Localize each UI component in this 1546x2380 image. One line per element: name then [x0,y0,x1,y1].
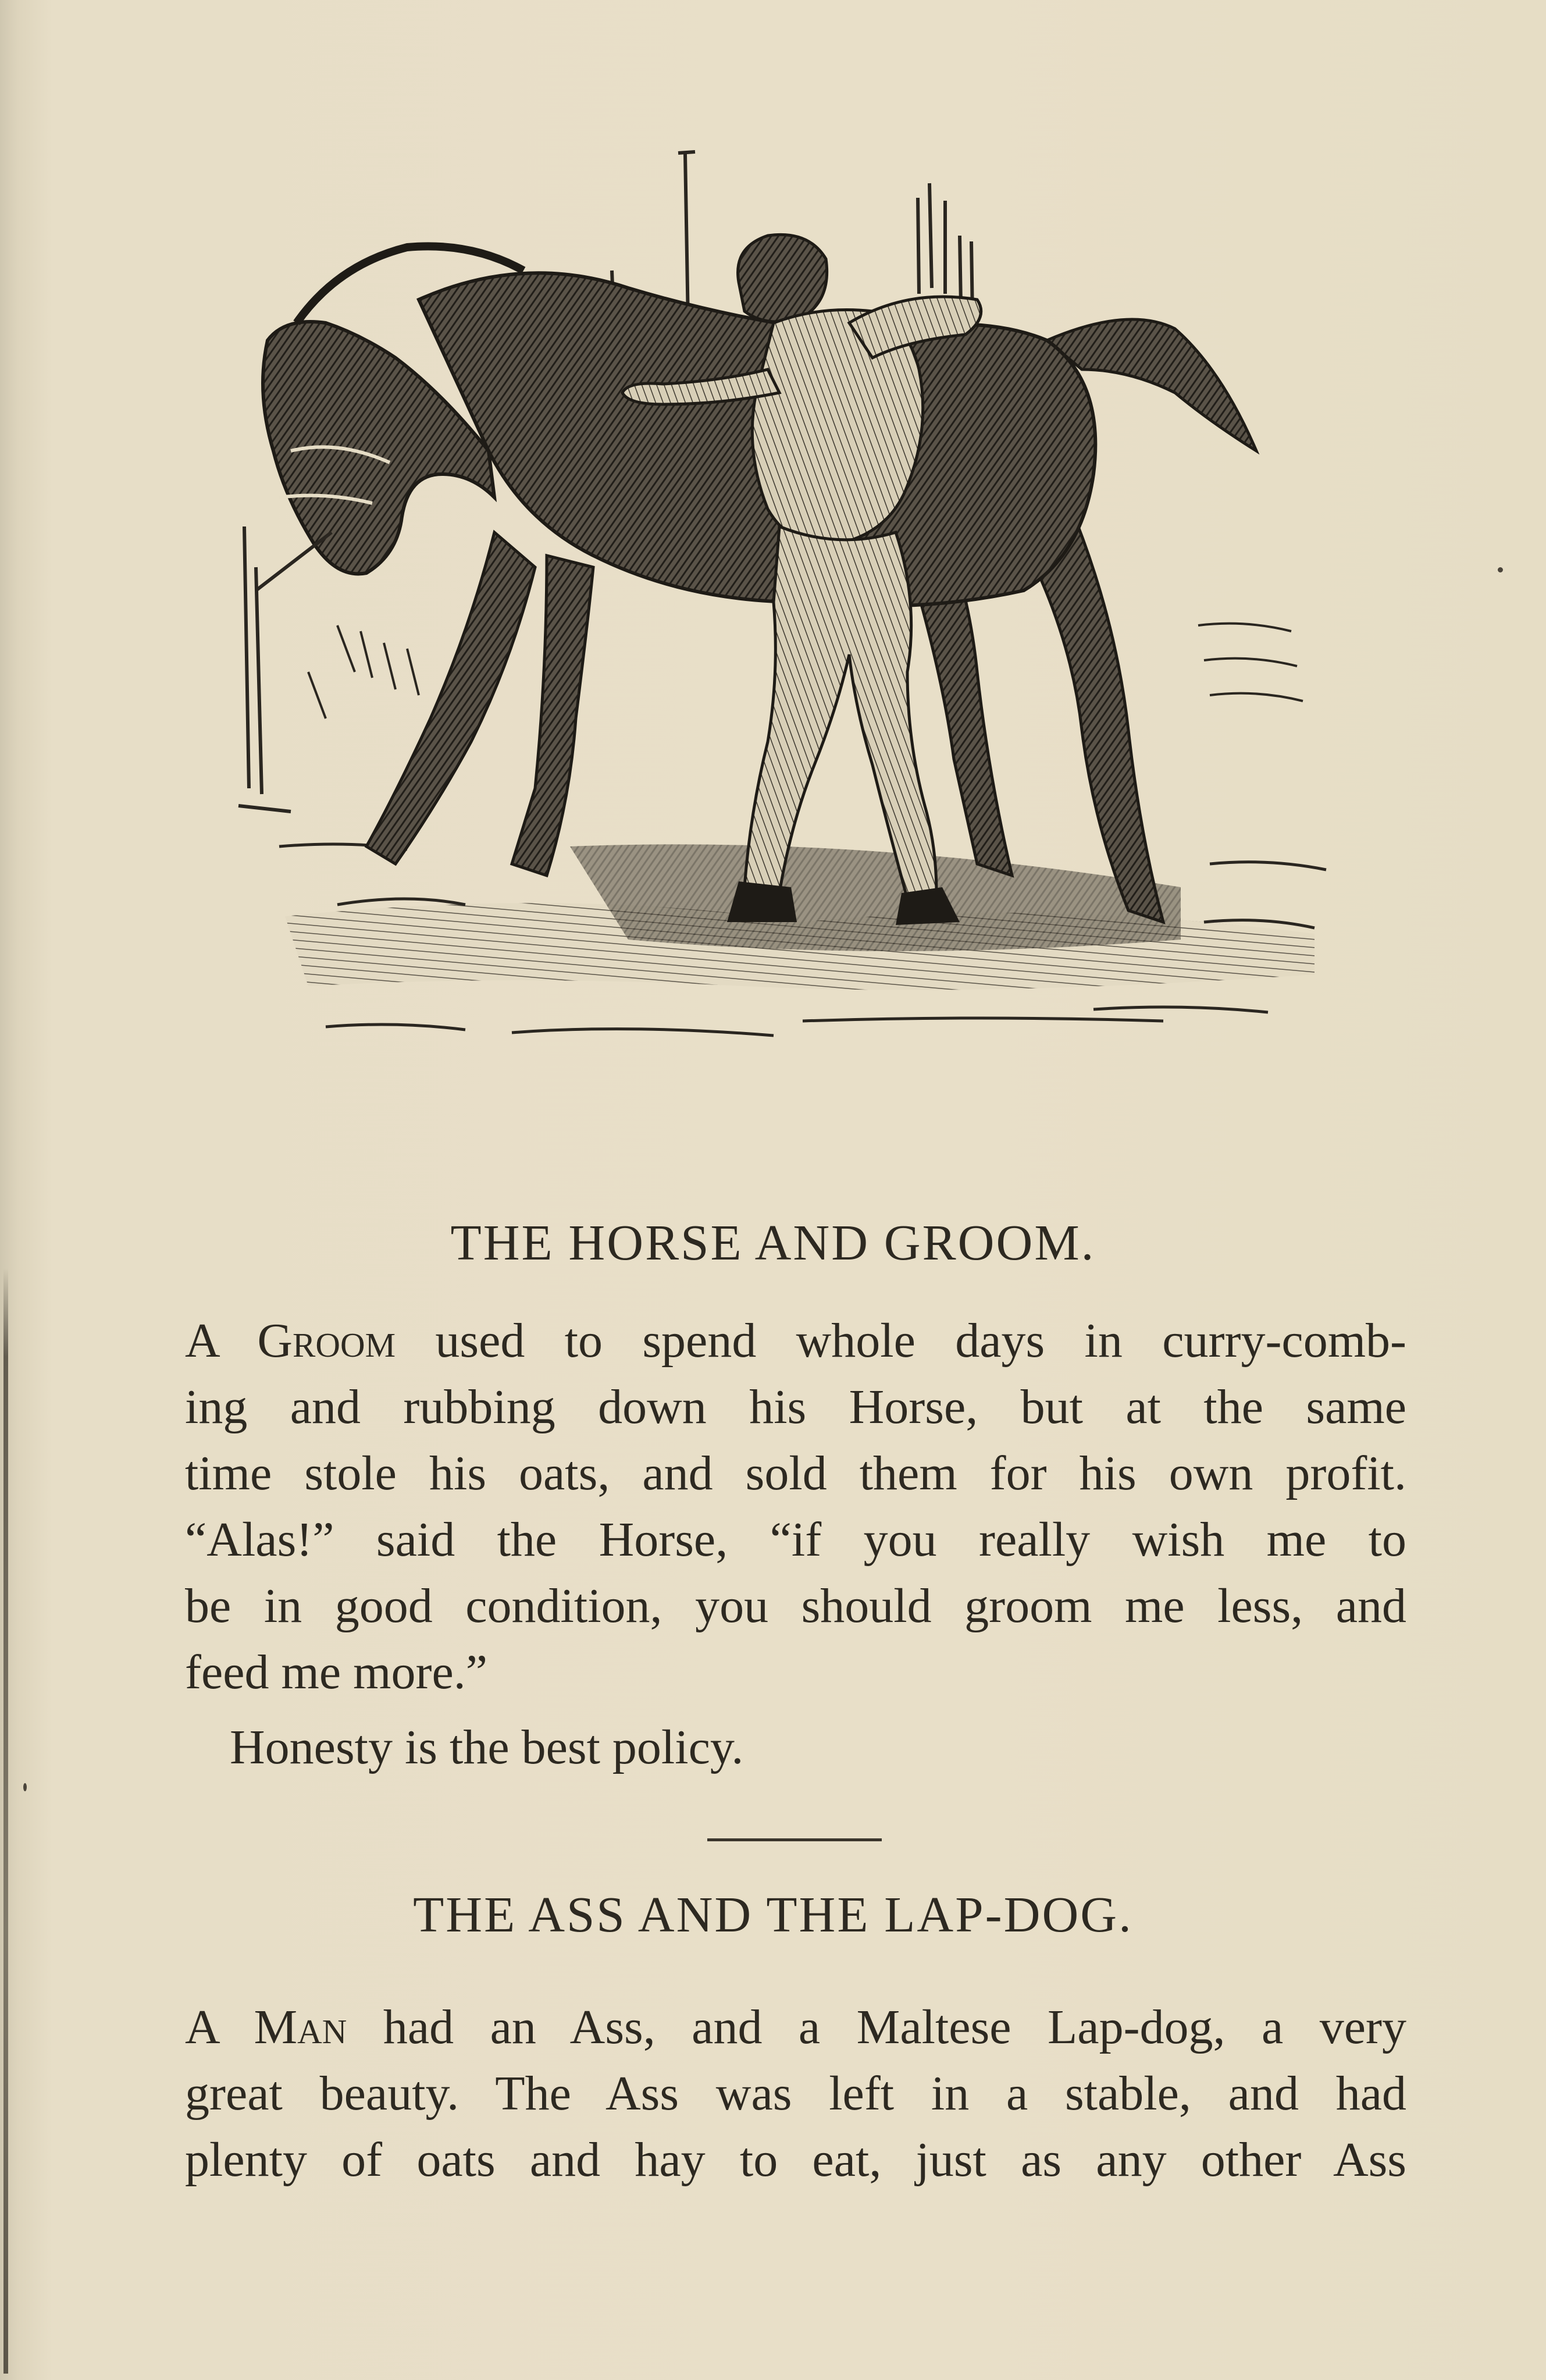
fable-title-horse-and-groom: THE HORSE AND GROOM. [450,1214,1096,1271]
paper-speck [1498,567,1503,572]
text-line: ing and rubbing down his Horse, but at the same [185,1380,1406,1434]
fable-title-ass-and-lap-dog: THE ASS AND THE LAP-DOG. [413,1886,1133,1943]
text-line: great beauty. The Ass was left in a stable, and had [185,2066,1406,2121]
fable-body-ass-and-lap-dog [185,1994,1406,2193]
text-line: feed me more.” [185,1645,488,1699]
text-lead: A [185,1314,218,1368]
text-line: time stole his oats, and sold them for his own profit. [185,1446,1406,1500]
page-edge-shadow [3,1268,8,2374]
ground [279,844,1326,1036]
fable-moral: Honesty is the best policy. [230,1720,744,1774]
text-rest: had an Ass, and a Maltese Lap-dog, a very [383,2000,1406,2054]
opening-word: Man [254,2000,347,2054]
paper-speck [23,1783,27,1791]
text-lead: A [185,2000,218,2054]
text-line: be in good condition, you should groom me less, and [185,1579,1406,1633]
text-rest: used to spend whole days in curry-comb- [435,1314,1407,1368]
text-line [185,1308,1406,1374]
text-line: plenty of oats and hay to eat, just as any other Ass [185,2133,1406,2187]
horse-and-groom-illustration [221,148,1361,1102]
text-line: “Alas!” said the Horse, “if you really wish me to [185,1513,1406,1567]
opening-word: Groom [257,1314,396,1368]
text-line [185,1994,1406,2061]
section-divider [707,1838,882,1841]
fable-body-horse-and-groom [185,1308,1406,1706]
